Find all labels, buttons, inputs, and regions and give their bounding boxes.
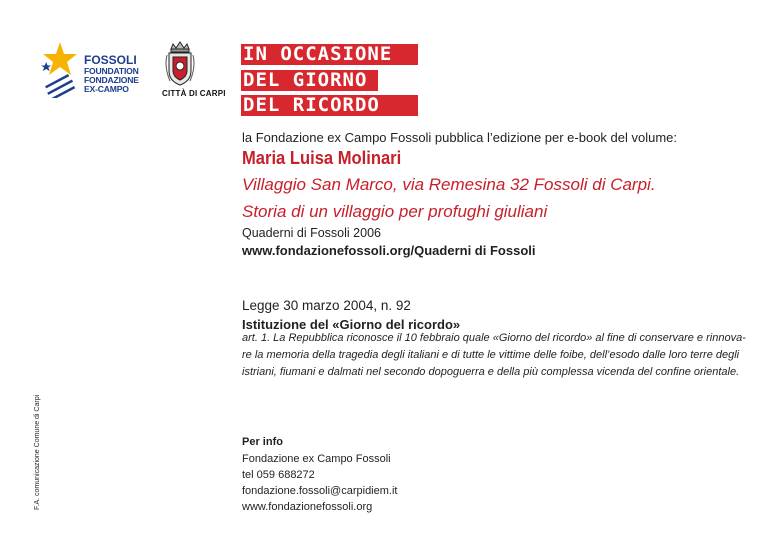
book-url-link[interactable]: www.fondazionefossoli.org/Quaderni di Fossoli [242, 243, 536, 258]
book-subtitle: Storia di un villaggio per profughi giuliani [242, 202, 548, 221]
article-line: istriani, fiumani e dalmati nel secondo dopoguerra e della più complessa vicenda del confine orientale. [242, 366, 740, 378]
fossoli-star-icon [40, 40, 86, 98]
fossoli-logo-line: EX-CAMPO [84, 84, 129, 94]
info-phone: tel 059 688272 [242, 469, 315, 481]
info-website-link[interactable]: www.fondazionefossoli.org [242, 501, 373, 513]
book-title: Villaggio San Marco, via Remesina 32 Fossoli di Carpi. [242, 175, 656, 194]
law-reference: Legge 30 marzo 2004, n. 92 [242, 298, 411, 313]
intro-text: la Fondazione ex Campo Fossoli pubblica l’edizione per e-book del volume: [242, 130, 678, 145]
info-heading: Per info [242, 436, 283, 448]
fossoli-logo-line: FOSSOLI [84, 53, 137, 67]
article-line: art. 1. La Repubblica riconosce il 10 febbraio quale «Giorno del ricordo» al fine di conservare e rinnova- [242, 332, 746, 344]
carpi-label: CITTÀ DI CARPI [162, 89, 226, 98]
info-organization: Fondazione ex Campo Fossoli [242, 453, 391, 465]
carpi-coat-of-arms-icon [164, 41, 196, 89]
law-title: Istituzione del «Giorno del ricordo» [242, 317, 461, 332]
fossoli-logo-line: FOUNDATION [84, 66, 139, 76]
book-series: Quaderni di Fossoli 2006 [242, 226, 381, 240]
info-email-link[interactable]: fondazione.fossoli@carpidiem.it [242, 485, 398, 497]
title-line: DEL RICORDO [241, 95, 418, 116]
fossoli-foundation-logo [40, 40, 152, 100]
side-credit: F.A. comunicazione Comune di Carpi [34, 394, 41, 510]
title-line: IN OCCASIONE [241, 44, 418, 65]
article-line: re la memoria della tragedia degli italiani e di tutte le vittime delle foibe, dell’esodo dalle loro terre degli [242, 349, 740, 361]
author-name: Maria Luisa Molinari [242, 148, 402, 168]
fossoli-logo-line: FONDAZIONE [84, 75, 139, 85]
title-line: DEL GIORNO [241, 70, 378, 91]
